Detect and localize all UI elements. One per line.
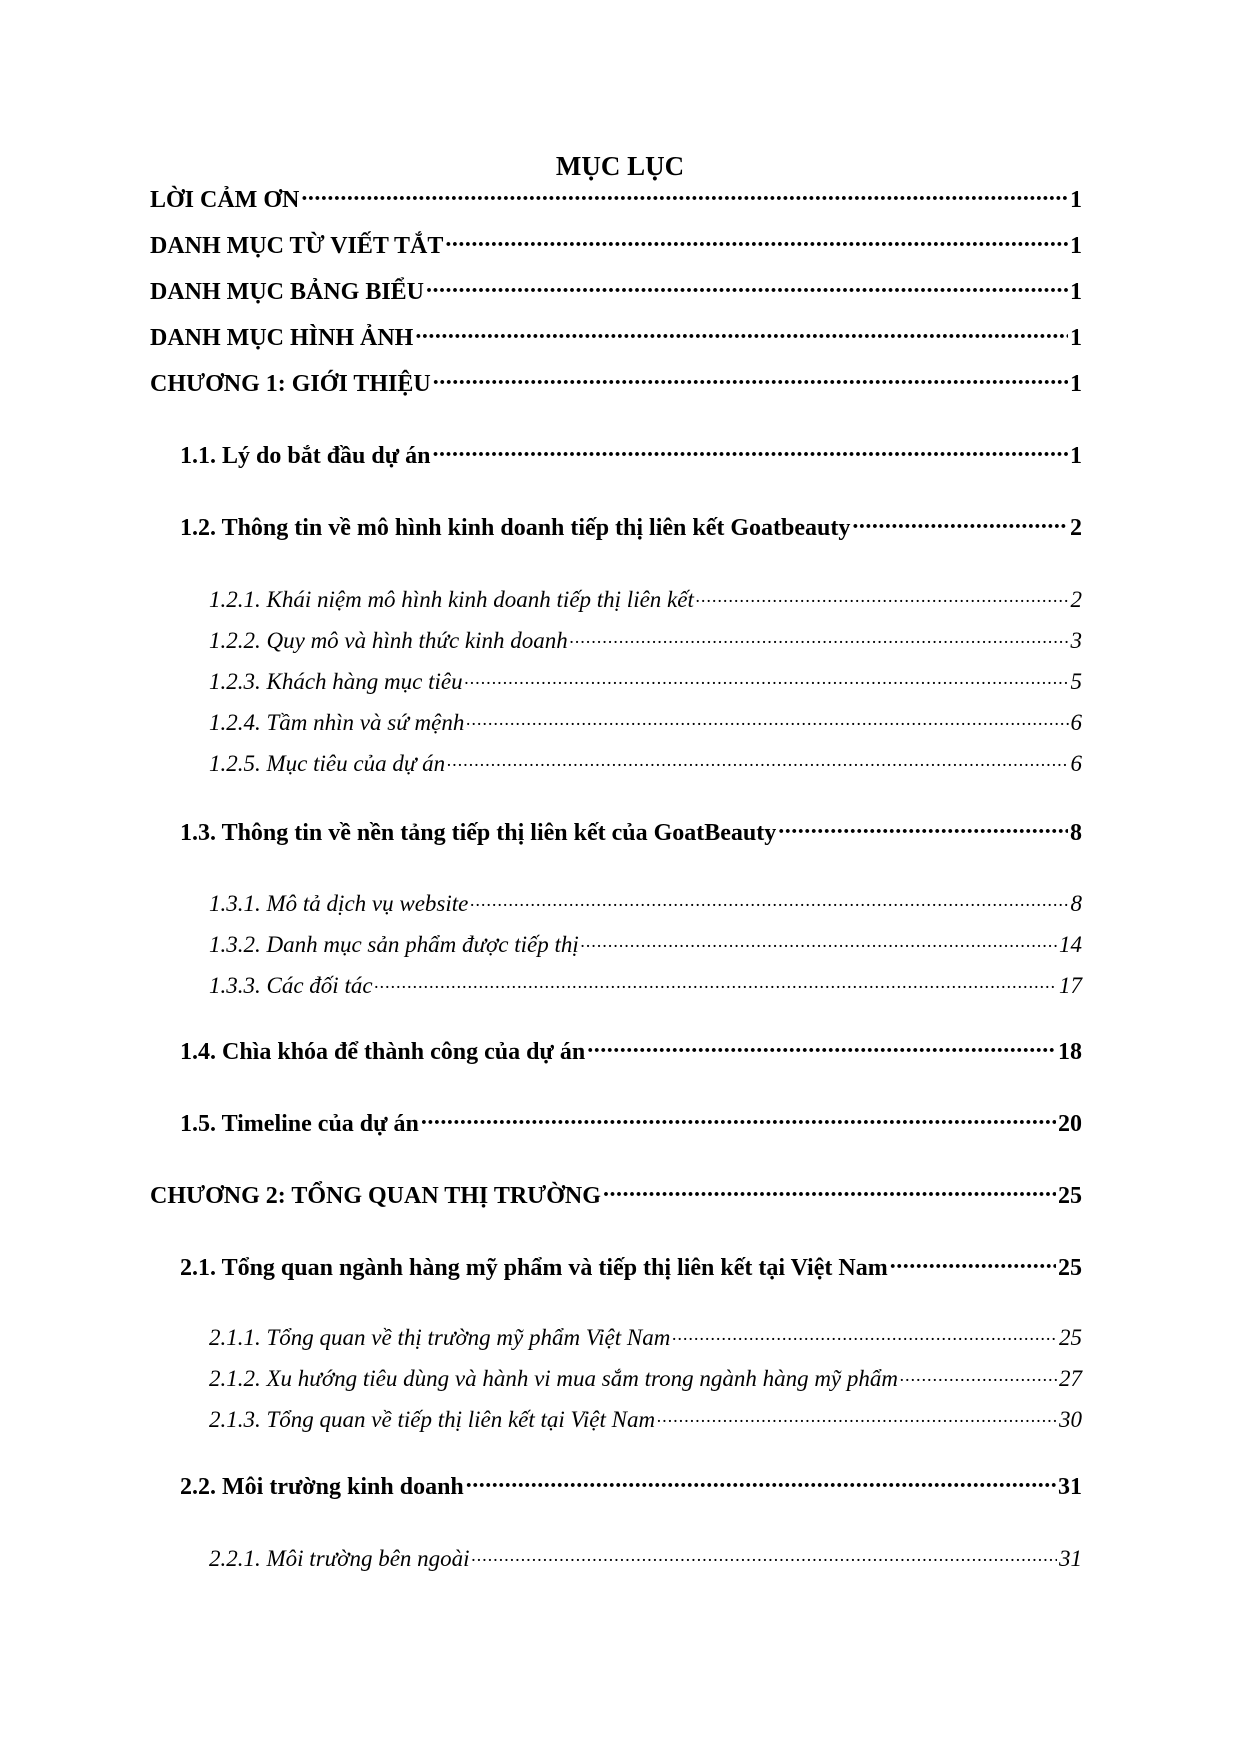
toc-entry-text: 1.5. Timeline của dự án bbox=[180, 1111, 419, 1137]
toc-entry[interactable] bbox=[209, 1404, 1082, 1433]
toc-page-number: 1 bbox=[1070, 325, 1082, 351]
toc-entry-text: 1.3.2. Danh mục sản phẩm được tiếp thị bbox=[209, 932, 579, 957]
toc-entry-text: 1.3.1. Mô tả dịch vụ website bbox=[209, 891, 469, 916]
toc-entry[interactable] bbox=[209, 1322, 1082, 1351]
toc-page-number: 18 bbox=[1058, 1039, 1082, 1065]
dot-leader bbox=[445, 229, 1068, 253]
toc-entry-text: 1.3.3. Các đối tác bbox=[209, 973, 373, 998]
toc-page-number: 6 bbox=[1070, 751, 1082, 776]
toc-entry[interactable] bbox=[209, 625, 1082, 654]
toc-entry-text: 2.2. Môi trường kinh doanh bbox=[180, 1474, 464, 1500]
toc-entry[interactable] bbox=[209, 888, 1082, 917]
toc-entry-text: 1.2.4. Tầm nhìn và sứ mệnh bbox=[209, 710, 465, 735]
dot-leader bbox=[657, 1404, 1057, 1427]
dot-leader bbox=[890, 1251, 1056, 1275]
toc-page-number: 31 bbox=[1058, 1474, 1082, 1500]
toc-entry[interactable] bbox=[150, 367, 1082, 398]
dot-leader bbox=[466, 1470, 1056, 1494]
toc-entry-text: 1.3. Thông tin về nền tảng tiếp thị liên kết của GoatBeauty bbox=[180, 820, 777, 846]
toc-entry[interactable] bbox=[209, 929, 1082, 958]
toc-entry[interactable] bbox=[150, 275, 1082, 306]
toc-page-number: 8 bbox=[1070, 820, 1082, 846]
dot-leader bbox=[466, 707, 1068, 730]
toc-entry[interactable] bbox=[180, 511, 1082, 542]
dot-leader bbox=[581, 929, 1057, 952]
toc-entry[interactable] bbox=[209, 1543, 1082, 1572]
toc-page-number: 2 bbox=[1070, 515, 1082, 541]
dot-leader bbox=[375, 970, 1057, 993]
toc-entry-text: 1.2.1. Khái niệm mô hình kinh doanh tiếp thị liên kết bbox=[209, 587, 694, 612]
dot-leader bbox=[447, 748, 1068, 771]
dot-leader bbox=[470, 888, 1068, 911]
toc-page-number: 5 bbox=[1070, 669, 1082, 694]
toc-entry[interactable] bbox=[180, 1107, 1082, 1138]
toc-entry-text: 1.2.2. Quy mô và hình thức kinh doanh bbox=[209, 628, 568, 653]
toc-page-number: 1 bbox=[1070, 233, 1082, 259]
dot-leader bbox=[587, 1035, 1056, 1059]
dot-leader bbox=[672, 1322, 1057, 1345]
toc-page-number: 8 bbox=[1070, 891, 1082, 916]
dot-leader bbox=[570, 625, 1069, 648]
toc-page-number: 30 bbox=[1059, 1407, 1082, 1432]
toc-page-number: 31 bbox=[1059, 1546, 1082, 1571]
toc-page-number: 1 bbox=[1070, 279, 1082, 305]
toc-entry[interactable] bbox=[209, 748, 1082, 777]
toc-entry[interactable] bbox=[209, 584, 1082, 613]
toc-title: MỤC LỤC bbox=[555, 151, 685, 181]
toc-page-number: 25 bbox=[1059, 1325, 1082, 1350]
toc-entry[interactable] bbox=[180, 439, 1082, 470]
toc-entry[interactable] bbox=[209, 666, 1082, 695]
toc-entry-text: 2.1.1. Tổng quan về thị trường mỹ phẩm Việt Nam bbox=[209, 1325, 671, 1350]
toc-page-number: 2 bbox=[1070, 587, 1082, 612]
toc-entry[interactable] bbox=[180, 1035, 1082, 1066]
toc-entry-text: 2.2.1. Môi trường bên ngoài bbox=[209, 1546, 470, 1571]
dot-leader bbox=[696, 584, 1069, 607]
toc-entry[interactable] bbox=[209, 707, 1082, 736]
toc-entry[interactable] bbox=[150, 1179, 1082, 1210]
dot-leader bbox=[415, 321, 1068, 345]
dot-leader bbox=[852, 511, 1068, 535]
toc-entry[interactable] bbox=[209, 970, 1082, 999]
toc-entry[interactable] bbox=[150, 183, 1082, 214]
toc-entry-text: CHƯƠNG 1: GIỚI THIỆU bbox=[150, 371, 431, 397]
toc-page-number: 1 bbox=[1070, 187, 1082, 213]
dot-leader bbox=[426, 275, 1068, 299]
toc-page-number: 1 bbox=[1070, 371, 1082, 397]
toc-entry-text: 1.2. Thông tin về mô hình kinh doanh tiếp thị liên kết Goatbeauty bbox=[180, 515, 851, 541]
toc-entry-text: 2.1.3. Tổng quan về tiếp thị liên kết tại Việt Nam bbox=[209, 1407, 656, 1432]
toc-entry-text: 2.1.2. Xu hướng tiêu dùng và hành vi mua sắm trong ngành hàng mỹ phẩm bbox=[209, 1366, 899, 1391]
dot-leader bbox=[603, 1179, 1056, 1203]
dot-leader bbox=[465, 666, 1069, 689]
dot-leader bbox=[433, 439, 1069, 463]
toc-entry-text: CHƯƠNG 2: TỔNG QUAN THỊ TRƯỜNG bbox=[150, 1183, 601, 1209]
toc-entry[interactable] bbox=[180, 1470, 1082, 1501]
toc-entry[interactable] bbox=[209, 1363, 1082, 1392]
dot-leader bbox=[472, 1543, 1057, 1566]
toc-entry-text: LỜI CẢM ƠN bbox=[150, 187, 300, 213]
toc-page-number: 25 bbox=[1058, 1255, 1082, 1281]
dot-leader bbox=[433, 367, 1068, 391]
toc-page-number: 20 bbox=[1058, 1111, 1082, 1137]
toc-entry-text: 1.1. Lý do bắt đầu dự án bbox=[180, 443, 431, 469]
toc-page-number: 3 bbox=[1070, 628, 1082, 653]
toc-entry-text: 1.2.5. Mục tiêu của dự án bbox=[209, 751, 446, 776]
toc-page-number: 6 bbox=[1070, 710, 1082, 735]
toc-entry-text: DANH MỤC BẢNG BIỂU bbox=[150, 279, 425, 305]
toc-page-number: 14 bbox=[1059, 932, 1082, 957]
toc-entry[interactable] bbox=[150, 321, 1082, 352]
toc-entry-text: 2.1. Tổng quan ngành hàng mỹ phẩm và tiếp thị liên kết tại Việt Nam bbox=[180, 1255, 888, 1281]
dot-leader bbox=[421, 1107, 1056, 1131]
toc-page-number: 27 bbox=[1059, 1366, 1082, 1391]
toc-page-number: 25 bbox=[1058, 1183, 1082, 1209]
toc-entry[interactable] bbox=[180, 1251, 1082, 1282]
toc-entry[interactable] bbox=[150, 229, 1082, 260]
dot-leader bbox=[900, 1363, 1057, 1386]
toc-page-number: 1 bbox=[1070, 443, 1082, 469]
toc-entry-text: DANH MỤC TỪ VIẾT TẮT bbox=[150, 233, 444, 259]
toc-entry-text: 1.4. Chìa khóa để thành công của dự án bbox=[180, 1039, 586, 1065]
toc-entry-text: 1.2.3. Khách hàng mục tiêu bbox=[209, 669, 463, 694]
toc-page-number: 17 bbox=[1059, 973, 1082, 998]
toc-entry[interactable] bbox=[180, 816, 1082, 847]
dot-leader bbox=[301, 183, 1068, 207]
dot-leader bbox=[778, 816, 1068, 840]
toc-entry-text: DANH MỤC HÌNH ẢNH bbox=[150, 325, 414, 351]
